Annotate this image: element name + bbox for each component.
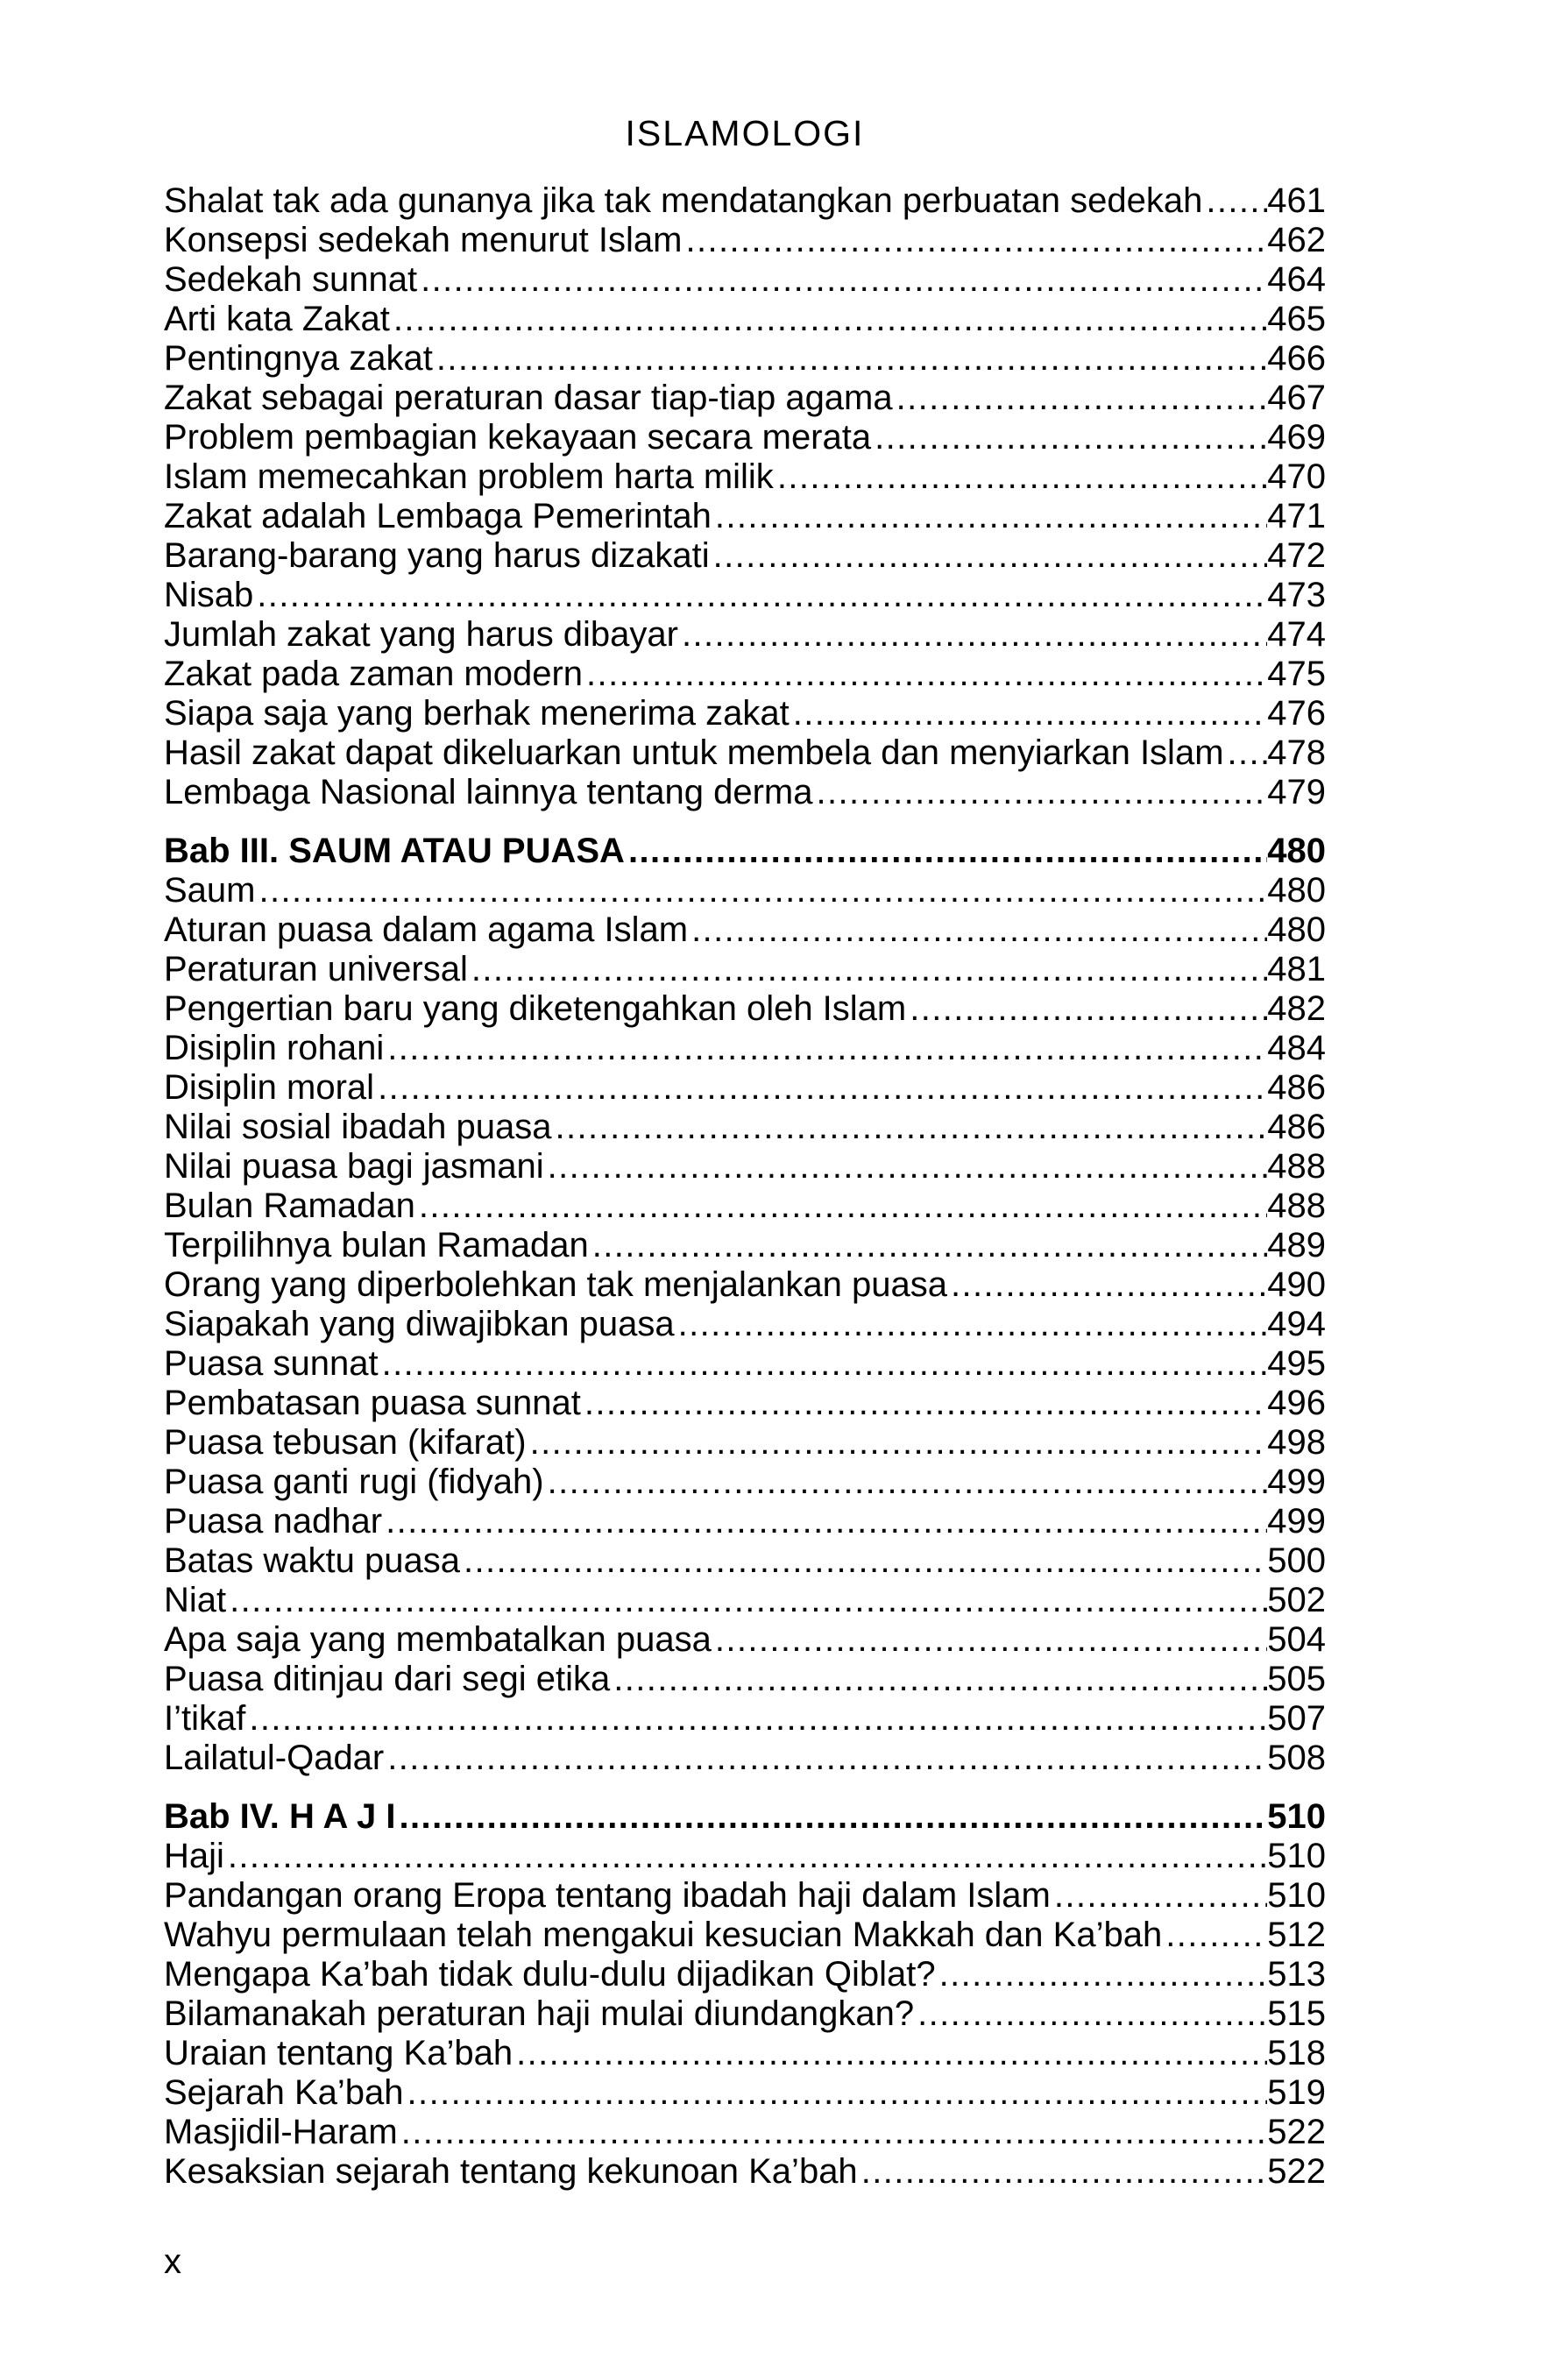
toc-entry-label: Shalat tak ada gunanya jika tak mendatangkan perbuatan sedekah xyxy=(164,181,1203,220)
toc-row xyxy=(164,1344,1326,1384)
toc-entry-page: 467 xyxy=(1267,379,1326,417)
toc-entry-page: 461 xyxy=(1267,181,1326,220)
toc-entry-label: Terpilihnya bulan Ramadan xyxy=(164,1226,589,1264)
toc-row xyxy=(164,1916,1326,1955)
toc-entry-page: 510 xyxy=(1267,1837,1326,1875)
toc-entry-page: 486 xyxy=(1267,1068,1326,1107)
toc-entry-label: Bab III. SAUM ATAU PUASA xyxy=(164,832,625,870)
toc-entry-label: Puasa ganti rugi (fidyah) xyxy=(164,1463,544,1501)
toc-dot-leader xyxy=(893,379,1268,418)
toc-row xyxy=(164,2113,1326,2152)
toc-dot-leader xyxy=(774,457,1267,497)
toc-entry-page: 488 xyxy=(1267,1147,1326,1186)
toc-entry-label: Puasa sunnat xyxy=(164,1344,379,1383)
toc-entry-label: Niat xyxy=(164,1581,227,1619)
toc-row xyxy=(164,418,1326,457)
page-number: x xyxy=(164,2242,181,2281)
toc-entry-label: Pembatasan puasa sunnat xyxy=(164,1384,581,1422)
toc-row xyxy=(164,655,1326,694)
toc-entry-page: 470 xyxy=(1267,457,1326,496)
toc-entry-label: Pentingnya zakat xyxy=(164,339,433,378)
toc-row xyxy=(164,1620,1326,1660)
toc-entry-page: 462 xyxy=(1267,221,1326,259)
toc-dot-leader xyxy=(245,1699,1267,1739)
toc-dot-leader xyxy=(1224,733,1268,773)
toc-dot-leader xyxy=(1202,181,1267,221)
toc-row xyxy=(164,2073,1326,2113)
toc-entry-page: 489 xyxy=(1267,1226,1326,1264)
toc-entry-label: Arti kata Zakat xyxy=(164,300,390,338)
toc-row xyxy=(164,2034,1326,2073)
toc-row xyxy=(164,1581,1326,1620)
toc-dot-leader xyxy=(936,1955,1268,1994)
toc-entry-page: 499 xyxy=(1267,1502,1326,1541)
toc-row xyxy=(164,1147,1326,1186)
toc-dot-leader xyxy=(513,2034,1267,2073)
toc-row xyxy=(164,1384,1326,1423)
toc-entry-label: Apa saja yang membatalkan puasa xyxy=(164,1620,712,1659)
toc-entry-label: Zakat pada zaman modern xyxy=(164,655,584,693)
toc-dot-leader xyxy=(527,1423,1268,1463)
toc-entry-label: Uraian tentang Ka’bah xyxy=(164,2034,513,2072)
toc-dot-leader xyxy=(384,1739,1267,1778)
toc-dot-leader xyxy=(1162,1916,1267,1955)
toc-entry-label: Siapakah yang diwajibkan puasa xyxy=(164,1305,675,1343)
toc-entry-page: 464 xyxy=(1267,260,1326,299)
toc-entry-label: Kesaksian sejarah tentang kekunoan Ka’bah xyxy=(164,2152,858,2191)
toc-dot-leader xyxy=(415,1186,1267,1226)
toc-dot-leader xyxy=(433,339,1267,379)
toc-entry-label: Puasa tebusan (kifarat) xyxy=(164,1423,527,1462)
toc-row xyxy=(164,576,1326,615)
toc-entry-label: Zakat sebagai peraturan dasar tiap-tiap agama xyxy=(164,379,893,417)
toc-entry-page: 482 xyxy=(1267,989,1326,1028)
toc-dot-leader xyxy=(906,989,1267,1029)
toc-dot-leader xyxy=(404,2073,1268,2113)
toc-entry-label: Sejarah Ka’bah xyxy=(164,2073,404,2112)
toc-dot-leader xyxy=(858,2152,1268,2192)
toc-row xyxy=(164,1739,1326,1778)
toc-entry-label: Lembaga Nasional lainnya tentang derma xyxy=(164,773,813,811)
toc-dot-leader xyxy=(688,910,1267,950)
toc-row xyxy=(164,300,1326,339)
toc-dot-leader xyxy=(1051,1876,1267,1916)
toc-entry-label: Disiplin rohani xyxy=(164,1029,385,1067)
toc-entry-label: Pengertian baru yang diketengahkan oleh Islam xyxy=(164,989,907,1028)
toc-entry-page: 480 xyxy=(1267,910,1326,949)
toc-dot-leader xyxy=(382,1502,1267,1541)
toc-entry-page: 519 xyxy=(1267,2073,1326,2112)
toc-entry-page: 479 xyxy=(1267,773,1326,811)
toc-entry-page: 494 xyxy=(1267,1305,1326,1343)
toc-entry-page: 480 xyxy=(1267,871,1326,910)
toc-entry-page: 465 xyxy=(1267,300,1326,338)
toc-dot-leader xyxy=(589,1226,1268,1265)
toc-entry-label: Nilai puasa bagi jasmani xyxy=(164,1147,544,1186)
toc-entry-page: 507 xyxy=(1267,1699,1326,1738)
toc-row xyxy=(164,910,1326,950)
toc-dot-leader xyxy=(253,576,1267,615)
toc-entry-page: 473 xyxy=(1267,576,1326,614)
running-header-title: ISLAMOLOGI xyxy=(625,113,865,153)
toc-row xyxy=(164,1699,1326,1739)
toc-entry-page: 476 xyxy=(1267,694,1326,733)
toc-dot-leader xyxy=(396,1797,1268,1837)
toc-row xyxy=(164,1994,1326,2034)
toc-entry-page: 490 xyxy=(1267,1265,1326,1304)
toc-entry-label: Barang-barang yang harus dizakati xyxy=(164,536,710,575)
toc-entry-label: Mengapa Ka’bah tidak dulu-dulu dijadikan Qiblat? xyxy=(164,1955,936,1994)
toc-dot-leader xyxy=(790,694,1268,733)
table-of-contents xyxy=(164,181,1326,2192)
toc-entry-page: 472 xyxy=(1267,536,1326,575)
toc-dot-leader xyxy=(914,1994,1267,2034)
toc-entry-page: 504 xyxy=(1267,1620,1326,1659)
toc-entry-label: Aturan puasa dalam agama Islam xyxy=(164,910,689,949)
toc-row xyxy=(164,221,1326,260)
toc-dot-leader xyxy=(544,1147,1268,1186)
toc-entry-page: 522 xyxy=(1267,2113,1326,2151)
toc-row xyxy=(164,1265,1326,1305)
toc-entry-label: Bab IV. H A J I xyxy=(164,1797,396,1836)
toc-entry-label: Nilai sosial ibadah puasa xyxy=(164,1108,552,1146)
toc-dot-leader xyxy=(544,1463,1268,1502)
toc-dot-leader xyxy=(712,1620,1267,1660)
toc-entry-page: 469 xyxy=(1267,418,1326,457)
toc-row xyxy=(164,379,1326,418)
toc-row xyxy=(164,1955,1326,1994)
toc-row xyxy=(164,536,1326,576)
toc-dot-leader xyxy=(678,615,1267,655)
toc-row xyxy=(164,773,1326,812)
toc-row xyxy=(164,1423,1326,1463)
toc-dot-leader xyxy=(610,1660,1267,1699)
toc-entry-page: 522 xyxy=(1267,2152,1326,2191)
toc-row xyxy=(164,181,1326,221)
toc-entry-label: Sedekah sunnat xyxy=(164,260,418,299)
toc-entry-label: I’tikaf xyxy=(164,1699,246,1738)
toc-row xyxy=(164,989,1326,1029)
toc-entry-label: Saum xyxy=(164,871,256,910)
toc-dot-leader xyxy=(625,832,1267,871)
toc-row xyxy=(164,1660,1326,1699)
toc-row xyxy=(164,1463,1326,1502)
toc-entry-label: Pandangan orang Eropa tentang ibadah haji dalam Islam xyxy=(164,1876,1051,1915)
toc-entry-page: 478 xyxy=(1267,733,1326,772)
toc-entry-page: 496 xyxy=(1267,1384,1326,1422)
toc-entry-page: 499 xyxy=(1267,1463,1326,1501)
toc-entry-page: 498 xyxy=(1267,1423,1326,1462)
toc-entry-label: Zakat adalah Lembaga Pemerintah xyxy=(164,497,712,535)
toc-chapter-row xyxy=(164,1797,1326,1837)
toc-row xyxy=(164,497,1326,536)
toc-entry-page: 502 xyxy=(1267,1581,1326,1619)
toc-dot-leader xyxy=(947,1265,1267,1305)
toc-row xyxy=(164,733,1326,773)
toc-entry-label: Haji xyxy=(164,1837,224,1875)
toc-row xyxy=(164,1108,1326,1147)
toc-entry-label: Hasil zakat dapat dikeluarkan untuk membela dan menyiarkan Islam xyxy=(164,733,1224,772)
toc-entry-label: Siapa saja yang berhak menerima zakat xyxy=(164,694,790,733)
toc-entry-label: Masjidil-Haram xyxy=(164,2113,398,2151)
toc-entry-label: Puasa ditinjau dari segi etika xyxy=(164,1660,611,1698)
toc-entry-page: 484 xyxy=(1267,1029,1326,1067)
toc-entry-label: Jumlah zakat yang harus dibayar xyxy=(164,615,678,654)
toc-entry-page: 466 xyxy=(1267,339,1326,378)
toc-row xyxy=(164,1876,1326,1916)
toc-row xyxy=(164,2152,1326,2192)
toc-entry-page: 515 xyxy=(1267,1994,1326,2033)
toc-dot-leader xyxy=(712,497,1267,536)
toc-entry-page: 505 xyxy=(1267,1660,1326,1698)
toc-dot-leader xyxy=(460,1541,1267,1581)
toc-row xyxy=(164,950,1326,989)
toc-row xyxy=(164,694,1326,733)
toc-entry-page: 512 xyxy=(1267,1916,1326,1954)
toc-dot-leader xyxy=(871,418,1267,457)
toc-row xyxy=(164,871,1326,910)
toc-entry-label: Batas waktu puasa xyxy=(164,1541,460,1580)
toc-entry-label: Islam memecahkan problem harta milik xyxy=(164,457,774,496)
toc-entry-label: Lailatul-Qadar xyxy=(164,1739,385,1777)
toc-entry-label: Puasa nadhar xyxy=(164,1502,383,1541)
toc-row xyxy=(164,1226,1326,1265)
toc-dot-leader xyxy=(417,260,1267,300)
toc-dot-leader xyxy=(256,871,1268,910)
toc-row xyxy=(164,615,1326,655)
toc-entry-label: Orang yang diperbolehkan tak menjalankan puasa xyxy=(164,1265,947,1304)
toc-entry-page: 480 xyxy=(1267,832,1326,870)
toc-dot-leader xyxy=(552,1108,1268,1147)
toc-entry-label: Disiplin moral xyxy=(164,1068,375,1107)
toc-dot-leader xyxy=(682,221,1267,260)
toc-row xyxy=(164,1837,1326,1876)
toc-dot-leader xyxy=(379,1344,1268,1384)
toc-entry-label: Wahyu permulaan telah mengakui kesucian Makkah dan Ka’bah xyxy=(164,1916,1163,1954)
toc-entry-label: Peraturan universal xyxy=(164,950,468,988)
toc-dot-leader xyxy=(583,655,1267,694)
toc-entry-label: Bulan Ramadan xyxy=(164,1186,415,1225)
toc-dot-leader xyxy=(813,773,1268,812)
toc-row xyxy=(164,1541,1326,1581)
toc-dot-leader xyxy=(710,536,1268,576)
toc-dot-leader xyxy=(224,1837,1267,1876)
toc-dot-leader xyxy=(468,950,1267,989)
toc-dot-leader xyxy=(581,1384,1267,1423)
toc-entry-page: 518 xyxy=(1267,2034,1326,2072)
toc-entry-page: 471 xyxy=(1267,497,1326,535)
toc-row xyxy=(164,1305,1326,1344)
toc-entry-page: 510 xyxy=(1267,1797,1326,1836)
toc-row xyxy=(164,1068,1326,1108)
toc-row xyxy=(164,1502,1326,1541)
toc-dot-leader xyxy=(675,1305,1268,1344)
toc-dot-leader xyxy=(384,1029,1267,1068)
toc-entry-label: Nisab xyxy=(164,576,254,614)
toc-entry-page: 486 xyxy=(1267,1108,1326,1146)
toc-dot-leader xyxy=(374,1068,1267,1108)
toc-entry-page: 500 xyxy=(1267,1541,1326,1580)
toc-entry-page: 513 xyxy=(1267,1955,1326,1994)
toc-dot-leader xyxy=(390,300,1267,339)
toc-chapter-row xyxy=(164,832,1326,871)
toc-entry-page: 475 xyxy=(1267,655,1326,693)
toc-entry-page: 481 xyxy=(1267,950,1326,988)
toc-row xyxy=(164,260,1326,300)
toc-entry-page: 474 xyxy=(1267,615,1326,654)
toc-row xyxy=(164,1029,1326,1068)
toc-row xyxy=(164,457,1326,497)
toc-entry-label: Problem pembagian kekayaan secara merata xyxy=(164,418,872,457)
toc-dot-leader xyxy=(226,1581,1267,1620)
toc-entry-page: 488 xyxy=(1267,1186,1326,1225)
toc-row xyxy=(164,1186,1326,1226)
toc-entry-label: Konsepsi sedekah menurut Islam xyxy=(164,221,683,259)
toc-entry-page: 495 xyxy=(1267,1344,1326,1383)
toc-entry-label: Bilamanakah peraturan haji mulai diundangkan? xyxy=(164,1994,915,2033)
toc-dot-leader xyxy=(398,2113,1268,2152)
toc-entry-page: 508 xyxy=(1267,1739,1326,1777)
toc-entry-page: 510 xyxy=(1267,1876,1326,1915)
toc-row xyxy=(164,339,1326,379)
